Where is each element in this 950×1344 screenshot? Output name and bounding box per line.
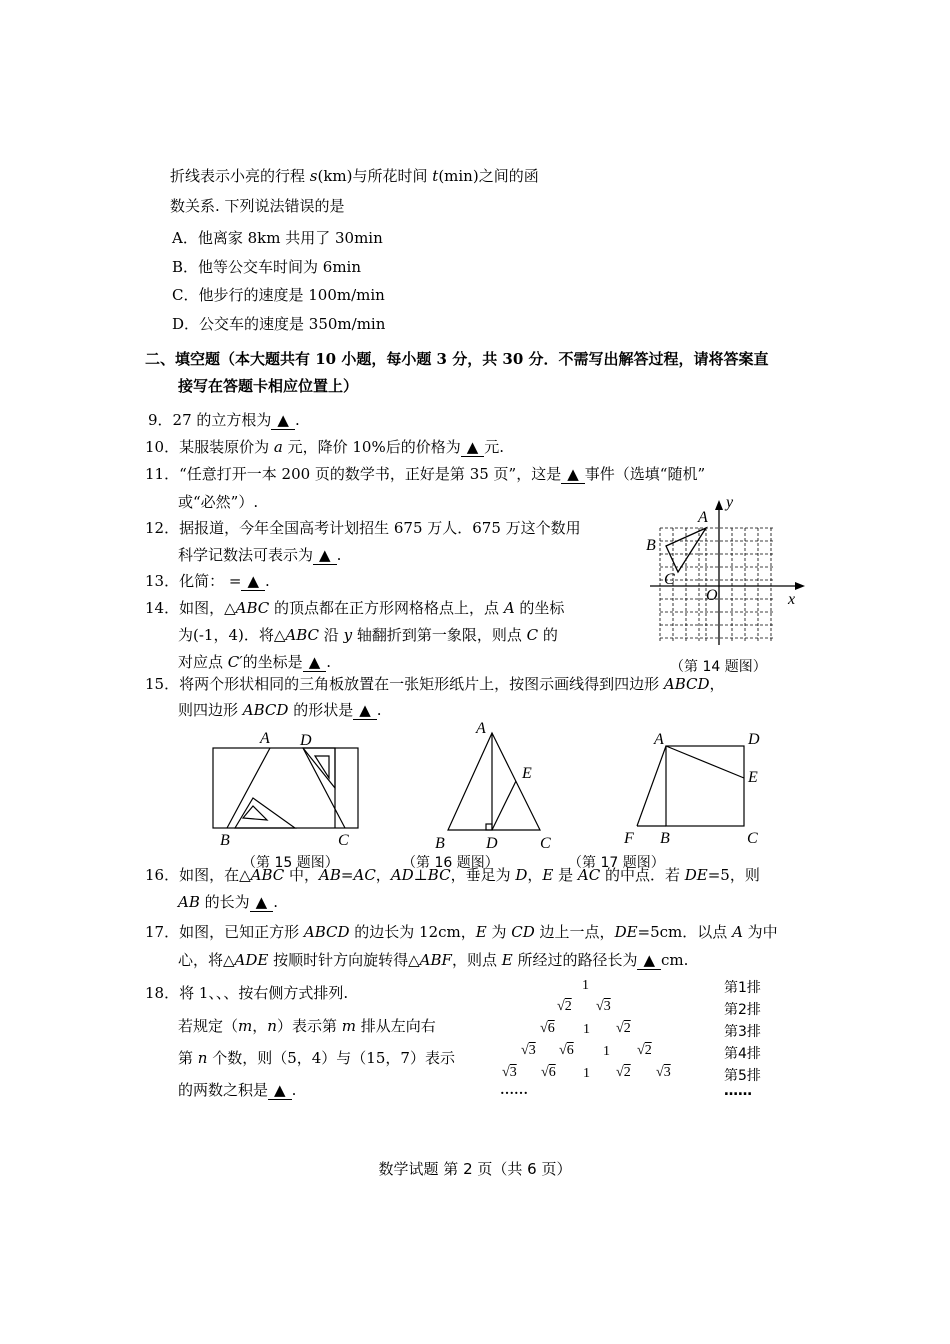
r4-2: √6 bbox=[559, 1043, 574, 1058]
label-A: A bbox=[476, 720, 486, 737]
label-A: A bbox=[698, 509, 708, 526]
r3-1: √6 bbox=[540, 1021, 555, 1036]
label-B: B bbox=[435, 835, 445, 852]
question-15-line2: 则四边形 ABCD 的形状是 ▲ . bbox=[178, 701, 382, 719]
question-18-line1: 18．将 1、、、按右侧方式排列. bbox=[145, 984, 349, 1002]
label-C: C bbox=[338, 832, 349, 849]
line-dc bbox=[303, 748, 345, 828]
caption-figure-17: （第 17 题图） bbox=[568, 855, 665, 871]
label-x: x bbox=[788, 591, 796, 608]
r2-1: √2 bbox=[557, 999, 572, 1014]
question-16-line2: AB 的长为 ▲ . bbox=[178, 893, 278, 911]
label-D: D bbox=[486, 835, 498, 852]
question-18-line2: 若规定（m，n）表示第 m 排从左向右 bbox=[178, 1017, 436, 1035]
figure-14-grid bbox=[630, 490, 810, 650]
ellipsis-right: …… bbox=[724, 1083, 752, 1099]
rectangle-paper bbox=[213, 748, 358, 828]
label-O: O bbox=[706, 587, 718, 604]
question-12-line1: 12．据报道，今年全国高考计划招生 675 万人．675 万这个数用 bbox=[145, 519, 581, 537]
r2-2: √3 bbox=[596, 999, 611, 1014]
caption-figure-15: （第 15 题图） bbox=[242, 855, 339, 871]
label-y: y bbox=[726, 494, 734, 511]
label-C: C bbox=[540, 835, 551, 852]
question-13: 13．化简： = ▲ . bbox=[145, 572, 270, 590]
label-F: F bbox=[624, 830, 634, 847]
q8-option-d: D．公交车的速度是 350m/min bbox=[172, 315, 386, 333]
section-title-line1: 二、填空题（本大题共有 10 小题，每小题 3 分，共 30 分．不需写出解答过程，请将答案直 bbox=[145, 350, 769, 368]
answer-blank-17[interactable]: ▲ bbox=[637, 951, 661, 970]
r5-4: √2 bbox=[616, 1065, 631, 1080]
r3-2: 1 bbox=[583, 1022, 590, 1037]
answer-blank-14[interactable]: ▲ bbox=[303, 653, 327, 672]
question-18-line4: 的两数之积是 ▲ . bbox=[178, 1081, 297, 1099]
caption-figure-16: （第 16 题图） bbox=[402, 855, 499, 871]
grid-lines bbox=[660, 528, 775, 642]
r4-3: 1 bbox=[603, 1044, 610, 1059]
question-17-line1: 17．如图，已知正方形 ABCD 的边长为 12cm，E 为 CD 边上一点，DE=5cm．以点 A 为中 bbox=[145, 923, 778, 941]
answer-blank-11[interactable]: ▲ bbox=[561, 465, 585, 484]
answer-blank-15[interactable]: ▲ bbox=[353, 701, 377, 720]
answer-blank-9[interactable]: ▲ bbox=[271, 411, 295, 430]
r5-1: √3 bbox=[502, 1065, 517, 1080]
row-label-1: 第1排 bbox=[724, 980, 761, 996]
answer-blank-18[interactable]: ▲ bbox=[268, 1081, 292, 1100]
question-11-line2: 或“必然”）. bbox=[178, 493, 259, 511]
q8-stem-line2: 数关系. 下列说法错误的是 bbox=[170, 197, 345, 215]
r4-1: √3 bbox=[521, 1043, 536, 1058]
set-square-2 bbox=[303, 748, 335, 788]
label-E: E bbox=[522, 765, 532, 782]
answer-blank-13[interactable]: ▲ bbox=[241, 572, 265, 591]
label-D: D bbox=[748, 731, 760, 748]
label-C: C bbox=[664, 571, 675, 588]
row-label-4: 第4排 bbox=[724, 1046, 761, 1062]
figure-17 bbox=[620, 728, 770, 853]
question-15-line1: 15．将两个形状相同的三角板放置在一张矩形纸片上，按图示画线得到四边形 ABCD， bbox=[145, 675, 725, 693]
label-E: E bbox=[748, 769, 758, 786]
q8-stem-line1: 折线表示小亮的行程 s(km)与所花时间 t(min)之间的函 bbox=[170, 167, 539, 185]
label-B: B bbox=[646, 537, 656, 554]
r3-3: √2 bbox=[616, 1021, 631, 1036]
y-axis-arrow bbox=[715, 500, 723, 510]
caption-figure-14: （第 14 题图） bbox=[670, 659, 767, 675]
section-title-line2: 接写在答题卡相应位置上） bbox=[178, 377, 359, 395]
label-A: A bbox=[654, 731, 664, 748]
r4-4: √2 bbox=[637, 1043, 652, 1058]
segment-de bbox=[492, 781, 516, 830]
figure-15 bbox=[205, 728, 375, 853]
row-label-2: 第2排 bbox=[724, 1002, 761, 1018]
segment-ae bbox=[666, 746, 744, 778]
ellipsis-left: …… bbox=[500, 1083, 528, 1098]
label-C: C bbox=[747, 830, 758, 847]
label-D: D bbox=[300, 732, 312, 749]
square-abcd bbox=[666, 746, 744, 826]
row-label-3: 第3排 bbox=[724, 1024, 761, 1040]
question-12-line2: 科学记数法可表示为 ▲ . bbox=[178, 546, 342, 564]
answer-blank-12[interactable]: ▲ bbox=[313, 546, 337, 565]
x-axis-arrow bbox=[795, 582, 805, 590]
label-B: B bbox=[220, 832, 230, 849]
segment-af bbox=[637, 746, 666, 826]
question-11-line1: 11．“任意打开一本 200 页的数学书，正好是第 35 页”，这是 ▲ 事件（选填“随机” bbox=[145, 465, 706, 483]
question-9: 9．27 的立方根为 ▲ . bbox=[148, 411, 300, 429]
q8-option-a: A．他离家 8km 共用了 30min bbox=[172, 229, 383, 247]
answer-blank-10[interactable]: ▲ bbox=[461, 438, 485, 457]
label-B: B bbox=[660, 830, 670, 847]
page-footer: 数学试题 第 2 页（共 6 页） bbox=[378, 1160, 572, 1178]
r5-2: √6 bbox=[541, 1065, 556, 1080]
question-18-line3: 第 n 个数，则（5，4）与（15，7）表示 bbox=[178, 1049, 455, 1067]
r5-5: √3 bbox=[656, 1065, 671, 1080]
question-16-line1: 16．如图，在△ABC 中，AB=AC，AD⊥BC，垂足为 D，E 是 AC 的中点．若 DE=5，则 bbox=[145, 866, 760, 884]
q8-option-b: B．他等公交车时间为 6min bbox=[172, 258, 362, 276]
set-square-1 bbox=[235, 798, 295, 828]
question-14-line3: 对应点 C′的坐标是 ▲ . bbox=[178, 653, 332, 671]
label-A: A bbox=[260, 730, 270, 747]
question-14-line2: 为(-1，4)．将△ABC 沿 y 轴翻折到第一象限，则点 C 的 bbox=[178, 626, 558, 644]
answer-blank-16[interactable]: ▲ bbox=[250, 893, 274, 912]
r5-3: 1 bbox=[583, 1066, 590, 1081]
question-10: 10．某服装原价为 a 元，降价 10%后的价格为 ▲ 元. bbox=[145, 438, 505, 456]
figure-16 bbox=[430, 718, 560, 853]
question-14-line1: 14．如图，△ABC 的顶点都在正方形网格格点上，点 A 的坐标 bbox=[145, 599, 565, 617]
question-17-line2: 心，将△ADE 按顺时针方向旋转得△ABF，则点 E 所经过的路径长为 ▲ cm. bbox=[178, 951, 689, 969]
row-label-5: 第5排 bbox=[724, 1068, 761, 1084]
q8-option-c: C．他步行的速度是 100m/min bbox=[172, 286, 385, 304]
r1-1: 1 bbox=[582, 978, 589, 993]
